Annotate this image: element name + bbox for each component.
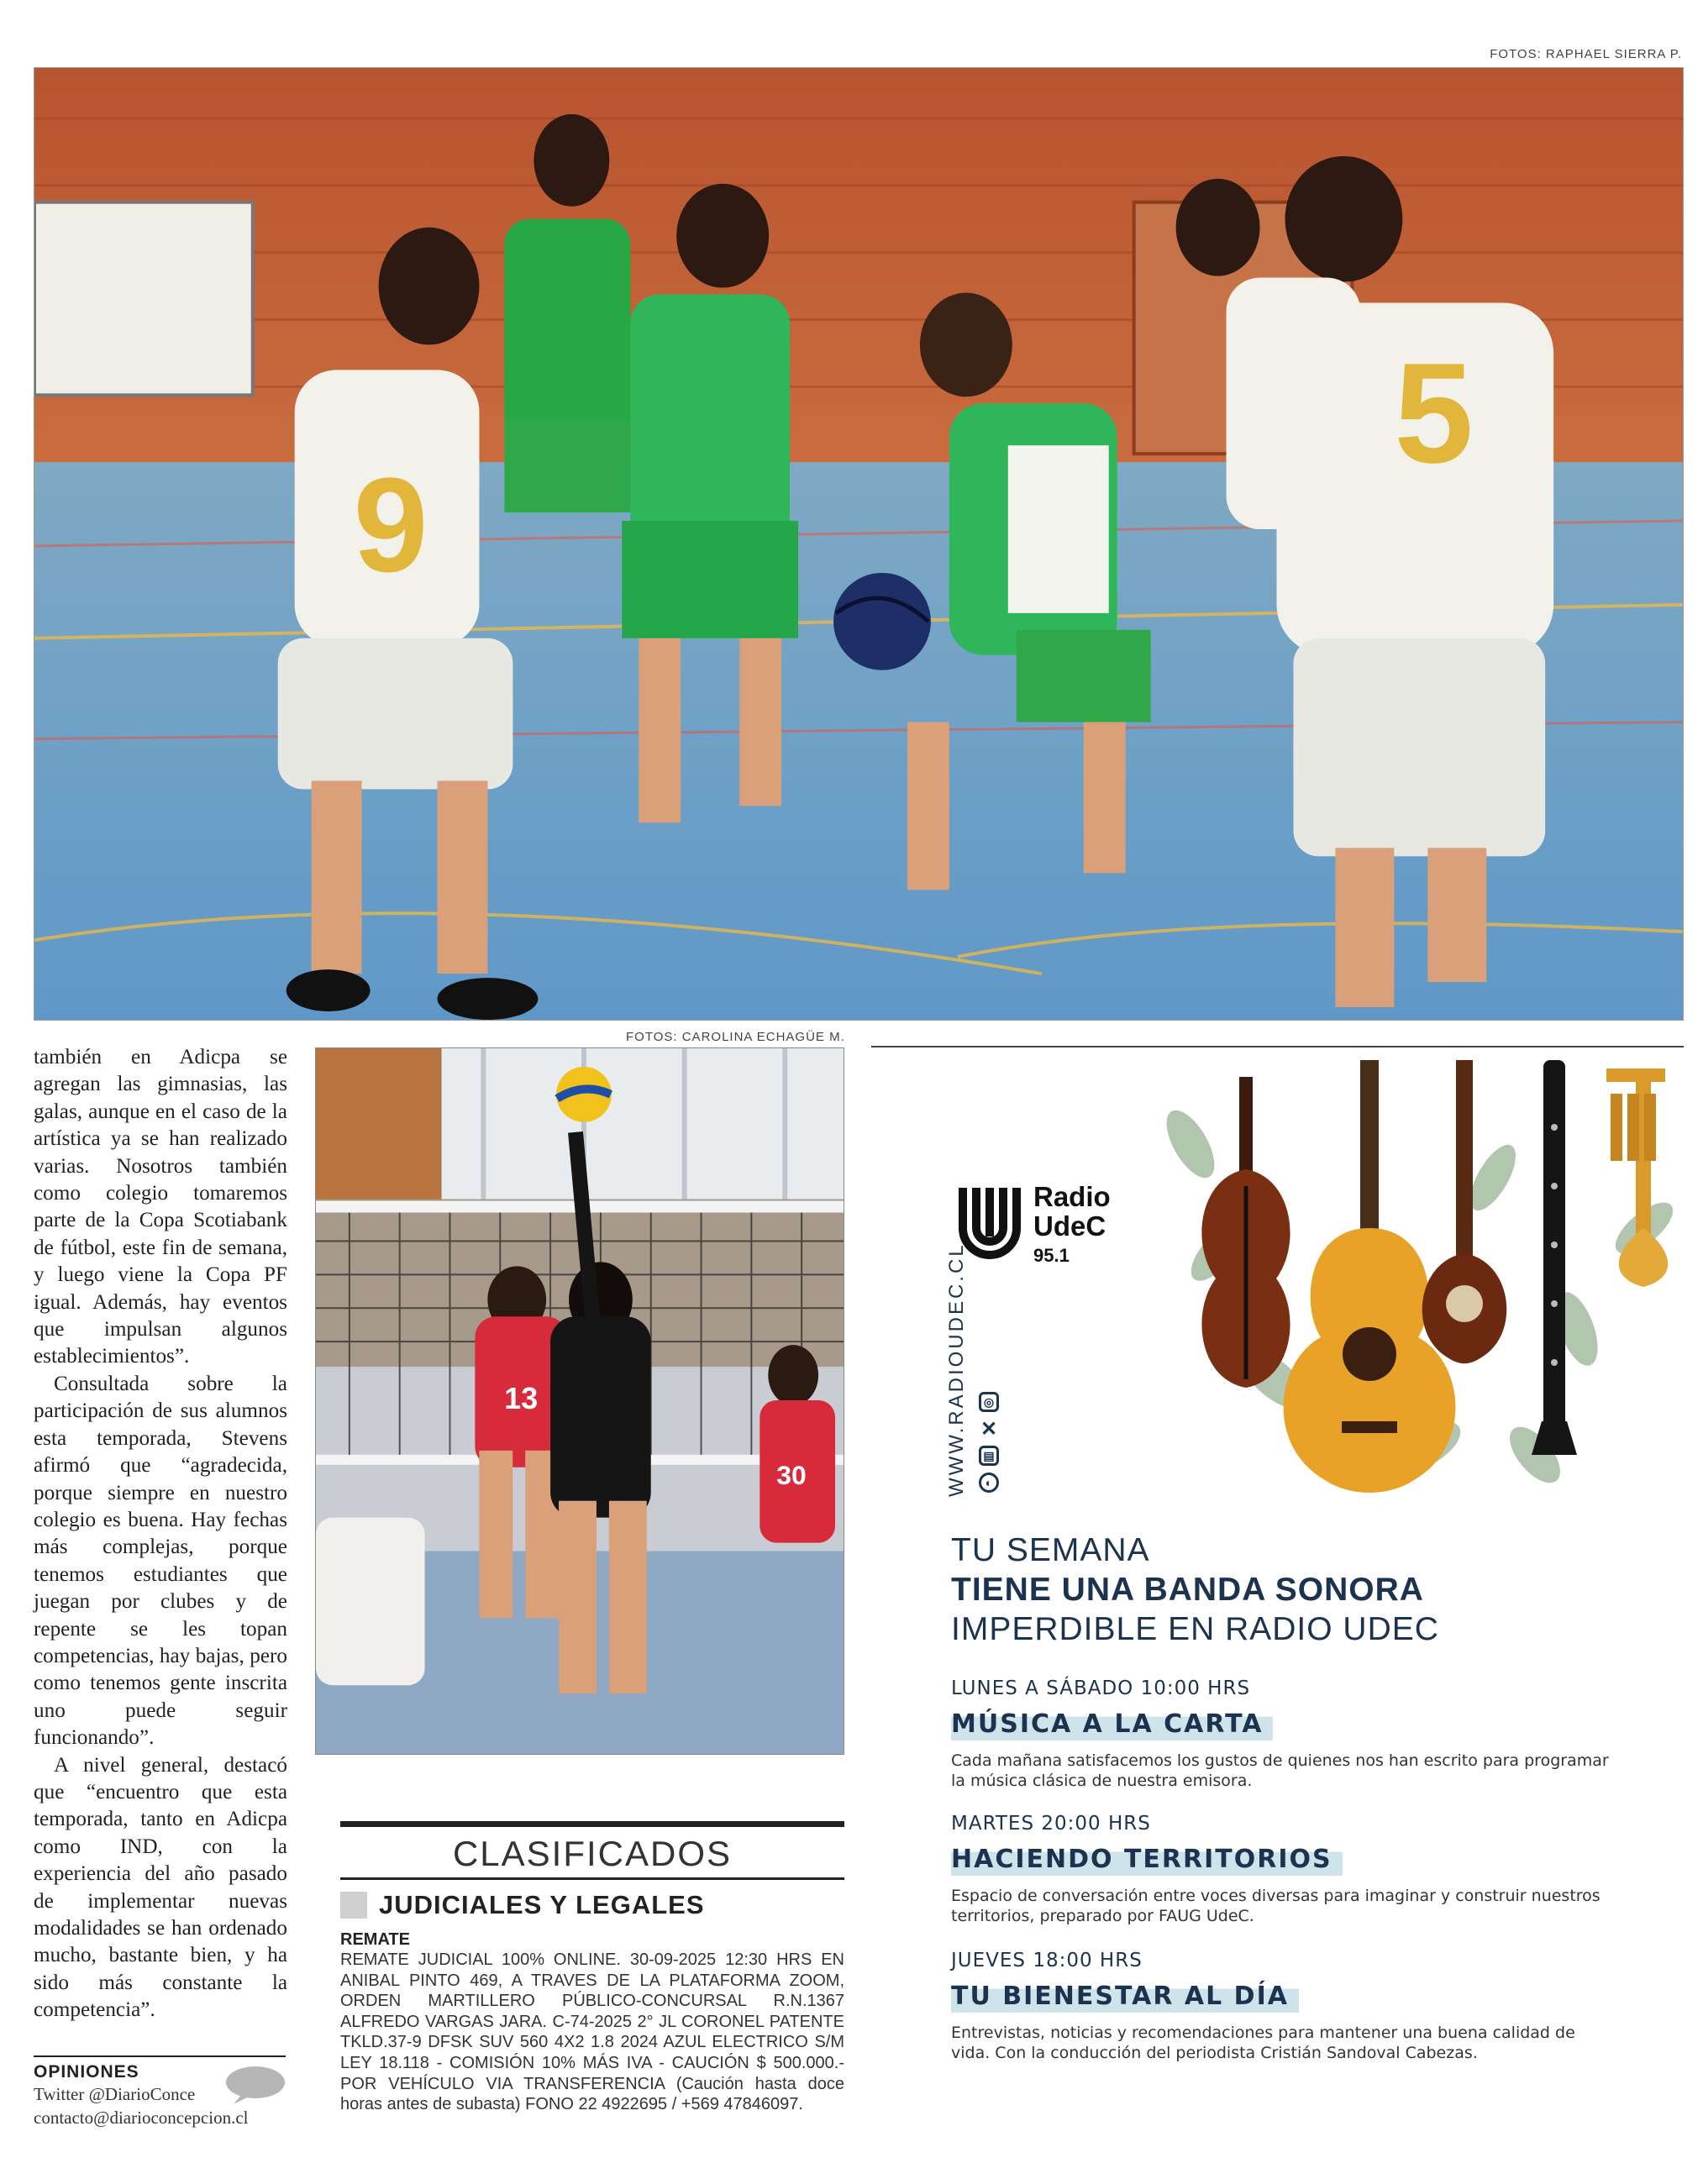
opinions-box bbox=[34, 2055, 286, 2129]
section-square-icon bbox=[340, 1892, 367, 1919]
logo-udec: UdeC bbox=[1033, 1210, 1106, 1242]
volleyball-photo bbox=[315, 1047, 844, 1755]
article-paragraph: Consultada sobre la participación de sus alumnos esta temporada, Stevens afirmó que “agradecida, porque siempre en nuestro colegio es buena. Hay fechas más complejas, porque tenemos estudiantes que juegan por clubes y de repente se les topan competencias, hay bajas, pero como tenemos gente inscrita uno puede seguir funcionando”. bbox=[34, 1372, 287, 1750]
program-musica-a-la-carta bbox=[951, 1677, 1615, 1791]
radio-udec-logo bbox=[958, 1183, 1111, 1265]
jersey-number-30: 30 bbox=[776, 1459, 807, 1490]
opinions-email[interactable]: contacto@diarioconcepcion.cl bbox=[34, 2108, 249, 2128]
opinions-title: OPINIONES bbox=[34, 2062, 139, 2082]
x-icon[interactable]: ✕ bbox=[980, 1417, 998, 1441]
classified-item-label: REMATE bbox=[340, 1930, 410, 1949]
classifieds-title: CLASIFICADOS bbox=[452, 1834, 733, 1873]
instagram-icon[interactable]: ◎ bbox=[979, 1392, 999, 1412]
program-description: Entrevistas, noticias y recomendaciones para mantener una buena calidad de vida. Con la conducción del periodista Cristián Sandoval Cabezas. bbox=[951, 2024, 1575, 2062]
program-time: JUEVES 18:00 HRS bbox=[951, 1950, 1143, 1971]
web-icon[interactable]: ▤ bbox=[979, 1446, 999, 1466]
photo-credit-top: FOTOS: RAPHAEL SIERRA P. bbox=[1490, 47, 1682, 61]
ad-headline-line1: TU SEMANA bbox=[951, 1532, 1150, 1568]
classifieds bbox=[340, 1821, 844, 2115]
program-tu-bienestar-al-dia bbox=[951, 1950, 1615, 2063]
jersey-number-9: 9 bbox=[353, 449, 428, 600]
article-body bbox=[34, 1044, 287, 2024]
classifieds-section-title: JUDICIALES Y LEGALES bbox=[379, 1890, 705, 1919]
radio-website[interactable]: WWW.RADIOUDEC.CL bbox=[945, 1242, 968, 1497]
program-description: Cada mañana satisfacemos los gustos de quienes nos han escrito para programar la música clásica de nuestra emisora. bbox=[951, 1751, 1609, 1790]
program-name: MÚSICA A LA CARTA bbox=[951, 1706, 1273, 1740]
basketball-photo bbox=[34, 67, 1684, 1021]
ad-headline-line3: IMPERDIBLE EN RADIO UDEC bbox=[951, 1611, 1439, 1647]
logo-frequency: 95.1 bbox=[1033, 1245, 1070, 1267]
social-icons bbox=[979, 1392, 999, 1493]
article-paragraph: A nivel general, destacó que “encuentro que esta temporada, tanto en Adicpa como IND, con la experiencia del año pasado de implementar nuevas modalidades se han ordenado mucho, bastante bien, y ha sido más constante la competencia”. bbox=[34, 1753, 287, 2022]
classified-item-text: REMATE JUDICIAL 100% ONLINE. 30-09-2025 12:30 HRS EN ANIBAL PINTO 469, A TRAVES DE LA PLATAFORMA ZOOM, ORDEN MARTILLERO PÚBLICO-CONCURSAL R.N.1367 ALFREDO VARGAS JARA. C-74-2025 2° JL CORONEL PATENTE TKLD.37-9 DFSK SUV 560 4X2 1.8 2024 AZUL ELECTRICO S/M LEY 18.118 - COMISIÓN 10% MÁS IVA - CAUCIÓN $ 500.000.- POR VEHÍCULO VIA TRANSFERENCIA (Caución hasta doce horas antes de subasta) FONO 22 4922695 / +569 47846097. bbox=[340, 1950, 844, 2114]
radio-icon[interactable]: ◐ bbox=[979, 1473, 999, 1493]
ad-headline bbox=[951, 1530, 1439, 1649]
program-name: HACIENDO TERRITORIOS bbox=[951, 1841, 1343, 1876]
opinions-twitter[interactable]: Twitter @DiarioConce bbox=[34, 2084, 196, 2104]
program-time: MARTES 20:00 HRS bbox=[951, 1813, 1151, 1835]
program-time: LUNES A SÁBADO 10:00 HRS bbox=[951, 1677, 1251, 1699]
logo-radio: Radio bbox=[1033, 1181, 1111, 1212]
ad-headline-line2: TIENE UNA BANDA SONORA bbox=[951, 1572, 1424, 1608]
photo-credit-volleyball: FOTOS: CAROLINA ECHAGÜE M. bbox=[626, 1030, 845, 1044]
speech-bubble-icon bbox=[225, 2066, 286, 2104]
article-paragraph: también en Adicpa se agregan las gimnasias, las galas, aunque en el caso de la artística ya se han realizado varias. Nosotros también como colegio tomaremos parte de la Copa Scotiabank de fútbol, este fin de semana, y luego viene la Copa PF igual. Además, hay eventos que impulsan algunos establecimientos”. bbox=[34, 1046, 287, 1368]
radio-udec-ad bbox=[871, 1060, 1684, 2144]
jersey-number-13: 13 bbox=[504, 1381, 539, 1415]
instruments-illustration bbox=[1140, 1060, 1684, 1514]
program-haciendo-territorios bbox=[951, 1813, 1615, 1926]
program-name: TU BIENESTAR AL DÍA bbox=[951, 1978, 1299, 2013]
program-description: Espacio de conversación entre voces diversas para imaginar y construir nuestros territorios, preparado por FAUG UdeC. bbox=[951, 1887, 1601, 1925]
jersey-number-5: 5 bbox=[1394, 333, 1474, 493]
